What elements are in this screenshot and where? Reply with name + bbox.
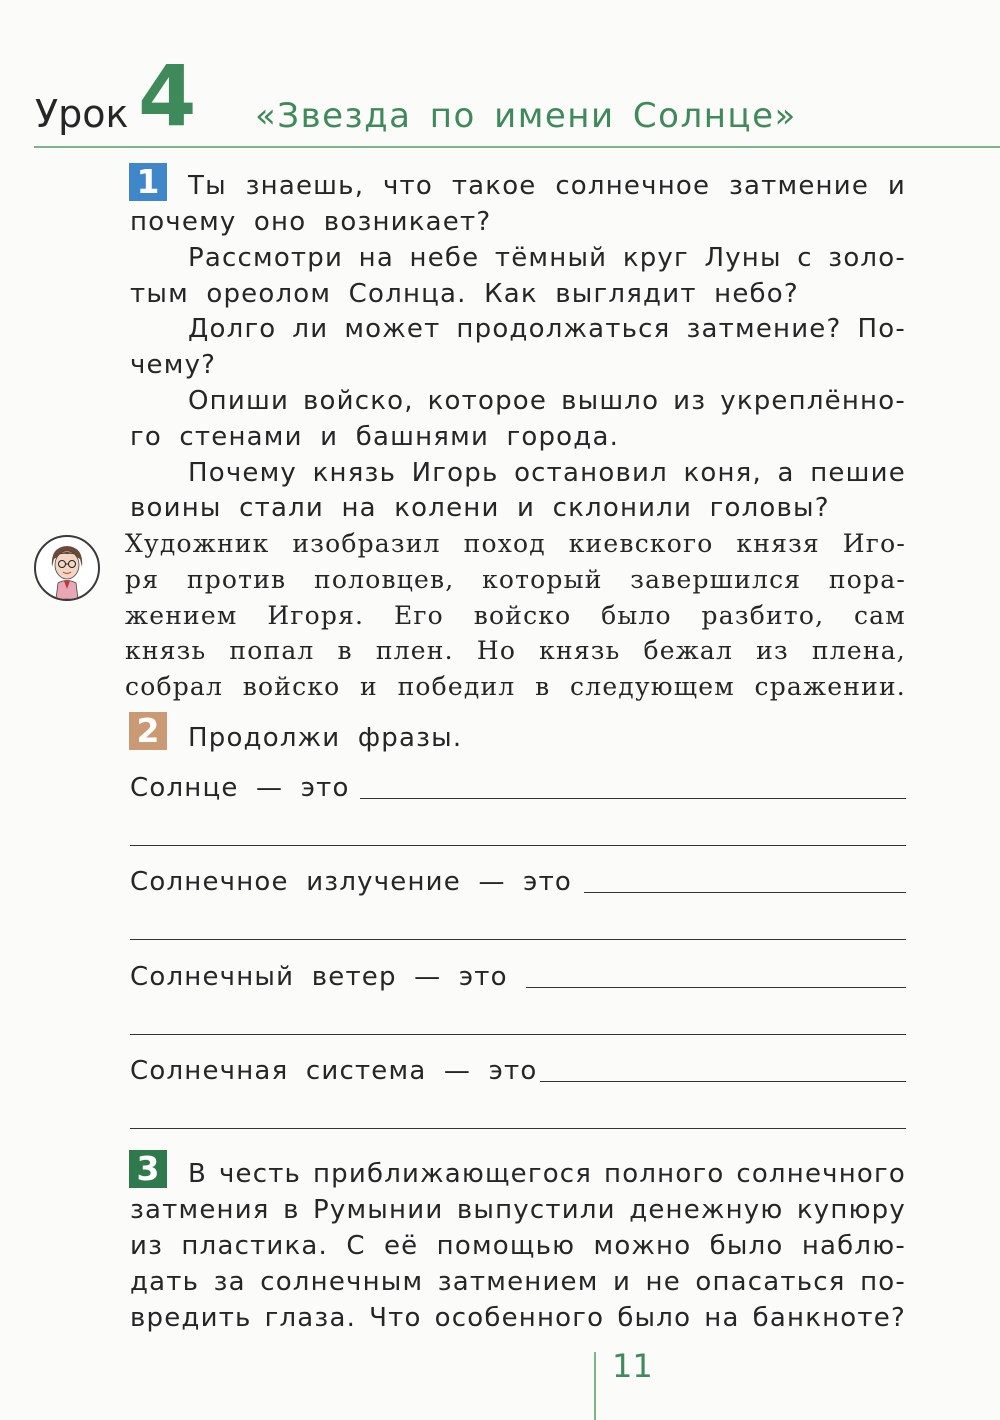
task-1-line: тым ореолом Солнца. Как выглядит небо?: [130, 279, 799, 309]
word: князь: [125, 636, 207, 665]
word: изобразил: [292, 529, 441, 558]
answer-line[interactable]: [540, 1081, 906, 1082]
word: Рассмотри: [188, 243, 344, 273]
word: войско,: [303, 386, 414, 416]
word: из: [673, 386, 707, 416]
word: Но: [476, 636, 517, 665]
answer-line[interactable]: [360, 798, 906, 799]
task-3-line: [130, 1300, 906, 1336]
word: золо-: [828, 243, 906, 273]
word: Ты: [188, 171, 227, 201]
task-1-line: [130, 240, 906, 276]
task-3-line: [130, 1228, 906, 1264]
word: на: [704, 1303, 740, 1333]
word: денежную: [629, 1195, 784, 1225]
word: плен.: [375, 636, 454, 665]
word: Что: [369, 1303, 422, 1333]
word: было: [709, 1231, 784, 1261]
word: честь: [218, 1159, 302, 1189]
word: которое: [427, 386, 548, 416]
word: Иго-: [842, 529, 906, 558]
word: вредить: [130, 1303, 252, 1333]
word: попал: [229, 636, 315, 665]
word: помощью: [436, 1231, 576, 1261]
task-1-line: [130, 383, 906, 419]
task-1-line: чему?: [130, 350, 217, 380]
word: который: [482, 565, 603, 594]
lesson-title: «Звезда по имени Солнце»: [255, 96, 797, 136]
word: князя: [736, 529, 820, 558]
word: войско: [473, 601, 572, 630]
word: а: [777, 458, 795, 488]
word: Опиши: [188, 386, 290, 416]
word: князь: [312, 458, 397, 488]
word: не: [645, 1267, 681, 1297]
word: может: [344, 314, 441, 344]
word: победил: [397, 672, 516, 701]
word: против: [186, 565, 287, 594]
word: Игорь: [411, 458, 499, 488]
task-1-line: [130, 455, 906, 491]
note-line: [125, 633, 906, 669]
answer-line[interactable]: [130, 1034, 906, 1035]
word: Почему: [188, 458, 298, 488]
word: Румынии: [313, 1195, 444, 1225]
word: наблю-: [801, 1231, 906, 1261]
word: глаза.: [264, 1303, 357, 1333]
word: пешие: [810, 458, 906, 488]
word: остановил: [514, 458, 668, 488]
answer-line[interactable]: [130, 939, 906, 940]
word: было: [617, 1303, 692, 1333]
word: в: [283, 1195, 300, 1225]
lesson-number: 4: [138, 47, 197, 145]
word: что: [382, 171, 433, 201]
word: полного: [604, 1159, 725, 1189]
word: поход: [463, 529, 546, 558]
page-number: 11: [612, 1347, 653, 1385]
word: и: [360, 672, 378, 701]
word: затмением: [437, 1267, 599, 1297]
task-3-line: [130, 1264, 906, 1300]
word: приближающегося: [312, 1159, 593, 1189]
note-line: [125, 526, 906, 562]
answer-line[interactable]: [584, 892, 906, 893]
word: разбито,: [701, 601, 825, 630]
word: солнечное: [555, 171, 711, 201]
phrase-label: Солнечная система — это: [130, 1056, 538, 1086]
word: С: [346, 1231, 366, 1261]
word: за: [213, 1267, 246, 1297]
note-line: [125, 598, 906, 634]
word: затмения: [130, 1195, 270, 1225]
word: коня,: [683, 458, 762, 488]
word: следующем: [570, 672, 735, 701]
word: половцев,: [314, 565, 455, 594]
task-1-line: го стенами и башнями города.: [130, 422, 620, 452]
task-1-line: [188, 168, 906, 204]
word: солнечным: [260, 1267, 424, 1297]
word: такое: [451, 171, 537, 201]
task-3-badge: 3: [129, 1150, 167, 1188]
task-3-line: [130, 1192, 906, 1228]
page-number-divider: [594, 1352, 596, 1420]
word: на: [358, 243, 394, 273]
word: особенного: [434, 1303, 605, 1333]
header-divider: [34, 146, 1000, 148]
word: знаешь,: [245, 171, 365, 201]
word: по-: [860, 1267, 906, 1297]
word: сражении.: [754, 672, 906, 701]
word: солнечного: [736, 1159, 906, 1189]
word: сам: [853, 601, 906, 630]
task-2-badge: 2: [129, 712, 167, 750]
note-line: [125, 669, 906, 705]
task-1-line: почему оно возникает?: [130, 207, 492, 237]
word: жением: [125, 601, 238, 630]
task-1-line: [130, 311, 906, 347]
word: небе: [409, 243, 480, 273]
task-1-badge: 1: [129, 163, 167, 201]
word: из: [130, 1231, 164, 1261]
lesson-header: [0, 0, 1000, 150]
word: тёмный: [494, 243, 608, 273]
word: киевского: [568, 529, 714, 558]
word: затмение?: [686, 314, 842, 344]
word: войско: [242, 672, 341, 701]
word: Долго: [188, 314, 277, 344]
word: пора-: [828, 565, 906, 594]
word: Луны: [704, 243, 782, 273]
lesson-label: Урок: [35, 92, 129, 136]
word: пластика.: [181, 1231, 329, 1261]
word: бежал: [643, 636, 734, 665]
word: Игоря.: [267, 601, 365, 630]
word: затмение: [729, 171, 870, 201]
word: завершился: [630, 565, 802, 594]
word: Художник: [125, 529, 270, 558]
answer-line[interactable]: [130, 1128, 906, 1129]
word: выпустили: [456, 1195, 616, 1225]
word: плена,: [811, 636, 906, 665]
task-2-prompt: Продолжи фразы.: [188, 723, 463, 753]
word: было: [601, 601, 672, 630]
answer-line[interactable]: [526, 987, 906, 988]
phrase-label: Солнечное излучение — это: [130, 867, 573, 897]
word: в: [337, 636, 353, 665]
word: дать: [130, 1267, 200, 1297]
word: и: [887, 171, 906, 201]
answer-line[interactable]: [130, 845, 906, 846]
word: в: [535, 672, 551, 701]
word: Его: [393, 601, 444, 630]
word: с: [797, 243, 813, 273]
word: банкноте?: [752, 1303, 906, 1333]
task-1-line: воины стали на колени и склонили головы?: [130, 493, 830, 523]
word: В: [188, 1159, 208, 1189]
word: собрал: [125, 672, 224, 701]
word: её: [383, 1231, 419, 1261]
word: из: [756, 636, 789, 665]
phrase-label: Солнце — это: [130, 773, 350, 803]
word: и: [613, 1267, 632, 1297]
word: круг: [622, 243, 689, 273]
word: По-: [857, 314, 906, 344]
word: можно: [593, 1231, 692, 1261]
phrase-label: Солнечный ветер — это: [130, 962, 508, 992]
word: вышло: [561, 386, 660, 416]
word: продолжаться: [456, 314, 671, 344]
word: укреплённо-: [720, 386, 906, 416]
task-3-line: [188, 1156, 906, 1192]
word: князь: [539, 636, 621, 665]
note-line: [125, 562, 906, 598]
word: ря: [125, 565, 160, 594]
word: купюру: [796, 1195, 906, 1225]
word: опасаться: [695, 1267, 846, 1297]
girl-avatar-icon: [34, 535, 100, 601]
word: ли: [292, 314, 329, 344]
